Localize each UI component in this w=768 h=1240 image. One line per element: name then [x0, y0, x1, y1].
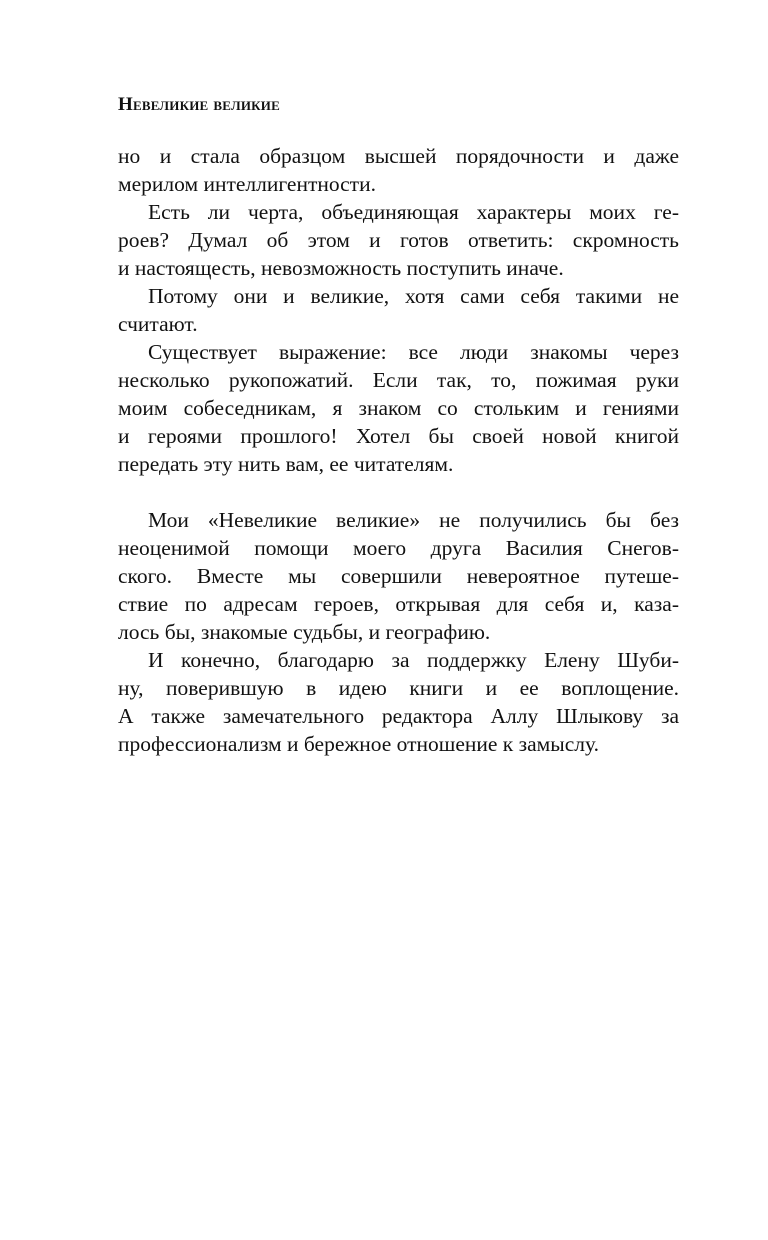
text-line: считают.: [118, 312, 198, 336]
text-line: профессионализм и бережное отношение к замыслу.: [118, 732, 599, 756]
text-line: но и стала образцом высшей порядочности и даже: [118, 144, 679, 168]
text-line: ского. Вместе мы совершили невероятное путеше-: [118, 564, 679, 588]
paragraph-1: [118, 142, 679, 198]
text-line: передать эту нить вам, ее читателям.: [118, 452, 454, 476]
text-line: лось бы, знакомые судьбы, и географию.: [118, 620, 491, 644]
text-line: Существует выражение: все люди знакомы через: [148, 340, 679, 364]
text-line: ну, поверившую в идею книги и ее воплощение.: [118, 676, 679, 700]
text-line: И конечно, благодарю за поддержку Елену Шуби-: [148, 648, 679, 672]
text-line: и настоящесть, невозможность поступить иначе.: [118, 256, 564, 280]
text-line: и героями прошлого! Хотел бы своей новой книгой: [118, 424, 679, 448]
text-line: роев? Думал об этом и готов ответить: скромность: [118, 228, 679, 252]
text-line: моим собеседникам, я знаком со стольким и гениями: [118, 396, 679, 420]
text-line: мерилом интеллигентности.: [118, 172, 376, 196]
paragraph-6: [118, 646, 679, 758]
running-title: Невеликие великие: [118, 94, 280, 115]
text-line: Потому они и великие, хотя сами себя такими не: [148, 284, 679, 308]
paragraph-4: [118, 338, 679, 478]
paragraph-2: [118, 198, 679, 282]
book-page: [118, 94, 679, 758]
text-line: ствие по адресам героев, открывая для себя и, каза-: [118, 592, 679, 616]
text-line: неоценимой помощи моего друга Василия Снегов-: [118, 536, 679, 560]
text-line: А также замечательного редактора Аллу Шлыкову за: [118, 704, 679, 728]
body-text: [118, 142, 679, 758]
text-line: несколько рукопожатий. Если так, то, пожимая руки: [118, 368, 679, 392]
paragraph-gap: [118, 478, 679, 506]
text-line: Есть ли черта, объединяющая характеры моих ге-: [148, 200, 679, 224]
paragraph-5: [118, 506, 679, 646]
text-line: Мои «Невеликие великие» не получились бы без: [148, 508, 679, 532]
paragraph-3: [118, 282, 679, 338]
